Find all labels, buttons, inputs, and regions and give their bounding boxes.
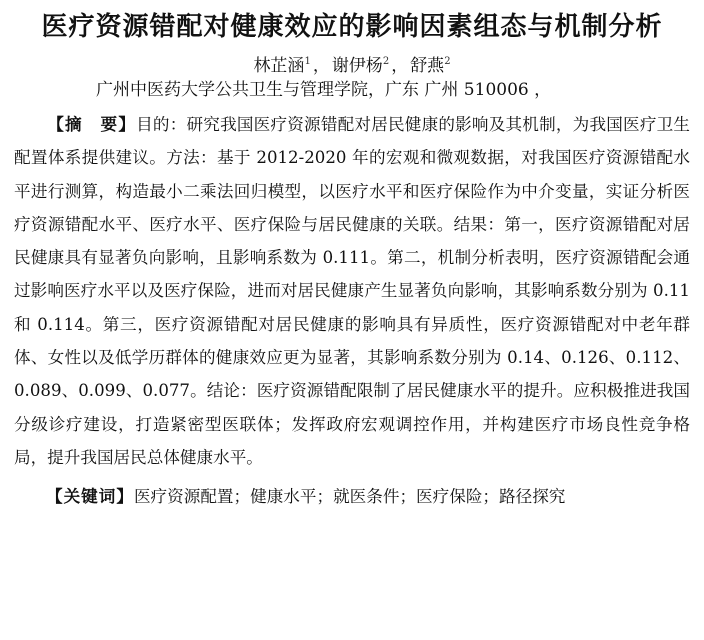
author-list [14, 50, 690, 78]
author-affiliation-mark: 2 [444, 56, 451, 67]
abstract [14, 108, 690, 474]
author-name: 谢伊杨 [331, 56, 383, 76]
author-name: 舒燕 [410, 56, 445, 76]
affiliation: 广州中医药大学公共卫生与管理学院，广东 广州 510006 ， [96, 80, 552, 100]
keywords [46, 481, 690, 512]
keywords-label: 【关键词】 [46, 486, 134, 507]
author-separator: ， [312, 56, 330, 76]
author-separator: ， [391, 56, 409, 76]
author-affiliation-mark: 2 [382, 56, 390, 67]
paper-title: 医疗资源错配对健康效应的影响因素组态与机制分析 [41, 12, 663, 42]
keywords-text: 医疗资源配置；健康水平；就医条件；医疗保险；路径探究 [133, 487, 566, 507]
author-name: 林芷涵 [253, 56, 305, 76]
author-affiliation-mark: 1 [304, 56, 311, 67]
abstract-text: 目的：研究我国医疗资源错配对居民健康的影响及其机制，为我国医疗卫生配置体系提供建议。方法：基于 2012-2020 年的宏观和微观数据，对我国医疗资源错配水平进行测算，构造最小二乘法回归模型，以医疗水平和医疗保险作为中介变量，实证分析医疗资源错配水平、医疗水平、医疗保险与居民健康的关联。结果：第一，医疗资源错配对居民健康具有显著负向影响，且影响系数为 0.111。第二，机制分析表明，医疗资源错配会通过影响医疗水平以及医疗保险，进而对居民健康产生显著负向影响，其影响系数分别为 0.11 和 0.114。第三，医疗资源错配对居民健康的影响具有异质性，医疗资源错配对中老年群体、女性以及低学历群体的健康效应更为显著，其影响系数分别为 0.14、0.126、0.112、0.089、0.099、0.077。结论：医疗资源错配限制了居民健康水平的提升。应积极推进我国分级诊疗建设，打造紧密型医联体；发挥政府宏观调控作用，并构建医疗市场良性竞争格局，提升我国居民总体健康水平。 [14, 115, 691, 467]
abstract-label: 【摘 要】 [47, 114, 137, 134]
